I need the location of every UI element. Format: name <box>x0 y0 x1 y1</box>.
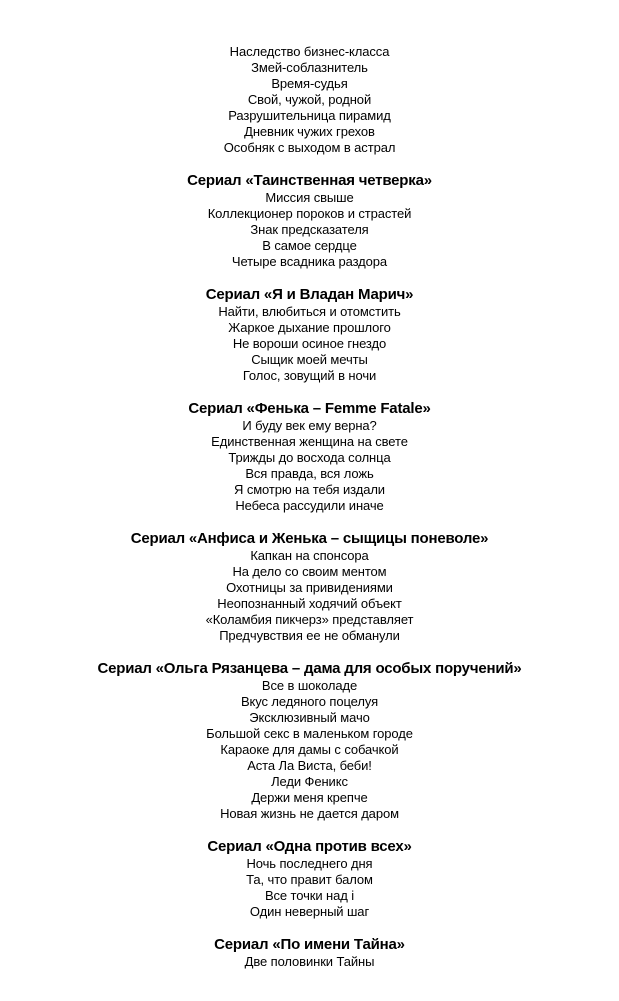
series-block-4 <box>0 399 619 514</box>
book-title: Знак предсказателя <box>250 222 369 237</box>
series-heading: Сериал «Одна против всех» <box>207 838 412 855</box>
book-title: Миссия свыше <box>265 190 354 205</box>
book-title: Не вороши осиное гнездо <box>232 336 387 351</box>
book-title: Змей-соблазнитель <box>251 60 368 75</box>
book-title: Время-судья <box>271 76 348 91</box>
book-title: На дело со своим ментом <box>232 564 387 579</box>
book-title: Трижды до восхода солнца <box>228 450 391 465</box>
book-title: Небеса рассудили иначе <box>235 498 384 513</box>
series-block-5 <box>0 529 619 644</box>
series-block-1 <box>0 44 619 156</box>
book-title: Караоке для дамы с собачкой <box>220 742 399 757</box>
book-title: Четыре всадника раздора <box>231 254 388 269</box>
book-title: Найти, влюбиться и отомстить <box>218 304 401 319</box>
book-title: Две половинки Тайны <box>244 954 375 969</box>
series-block-6 <box>0 659 619 822</box>
book-title: Эксклюзивный мачо <box>249 710 370 725</box>
series-heading: Сериал «Анфиса и Женька – сыщицы поневоле» <box>130 530 489 547</box>
book-title: Коллекционер пороков и страстей <box>207 206 412 221</box>
book-title: Держи меня крепче <box>251 790 368 805</box>
book-title: Аста Ла Виста, беби! <box>247 758 372 773</box>
book-title: Предчувствия ее не обманули <box>219 628 400 643</box>
book-title: Единственная женщина на свете <box>211 434 408 449</box>
book-title: И буду век ему верна? <box>242 418 377 433</box>
book-title: В самое сердце <box>262 238 357 253</box>
book-title: «Коламбия пикчерз» представляет <box>205 612 414 627</box>
series-heading: Сериал «Фенька – Femme Fatale» <box>188 400 431 417</box>
series-block-7 <box>0 837 619 920</box>
book-title: Неопознанный ходячий объект <box>217 596 402 611</box>
book-title: Все в шоколаде <box>261 678 358 693</box>
book-title: Капкан на спонсора <box>250 548 369 563</box>
series-heading: Сериал «По имени Тайна» <box>214 936 405 953</box>
book-title: Ночь последнего дня <box>246 856 373 871</box>
book-title: Жаркое дыхание прошлого <box>228 320 391 335</box>
book-title: Сыщик моей мечты <box>251 352 368 367</box>
book-list-page <box>0 44 619 970</box>
series-block-2 <box>0 171 619 270</box>
book-title: Я смотрю на тебя издали <box>234 482 385 497</box>
series-block-8 <box>0 935 619 970</box>
book-title: Разрушительница пирамид <box>228 108 391 123</box>
book-title: Новая жизнь не дается даром <box>220 806 399 821</box>
book-title: Охотницы за привидениями <box>226 580 393 595</box>
book-title: Леди Феникс <box>271 774 348 789</box>
book-title: Дневник чужих грехов <box>244 124 375 139</box>
series-heading: Сериал «Таинственная четверка» <box>187 172 432 189</box>
book-title: Один неверный шаг <box>249 904 370 919</box>
series-heading: Сериал «Ольга Рязанцева – дама для особых поручений» <box>97 660 522 677</box>
book-title: Голос, зовущий в ночи <box>242 368 377 383</box>
series-block-3 <box>0 285 619 384</box>
book-title: Большой секс в маленьком городе <box>206 726 413 741</box>
book-title: Та, что правит балом <box>246 872 373 887</box>
book-title: Вкус ледяного поцелуя <box>240 694 379 709</box>
series-heading: Сериал «Я и Владан Марич» <box>205 286 414 303</box>
book-title: Особняк с выходом в астрал <box>223 140 396 155</box>
book-title: Все точки над i <box>264 888 355 903</box>
book-title: Наследство бизнес-класса <box>229 44 390 59</box>
book-title: Свой, чужой, родной <box>247 92 372 107</box>
book-title: Вся правда, вся ложь <box>245 466 374 481</box>
